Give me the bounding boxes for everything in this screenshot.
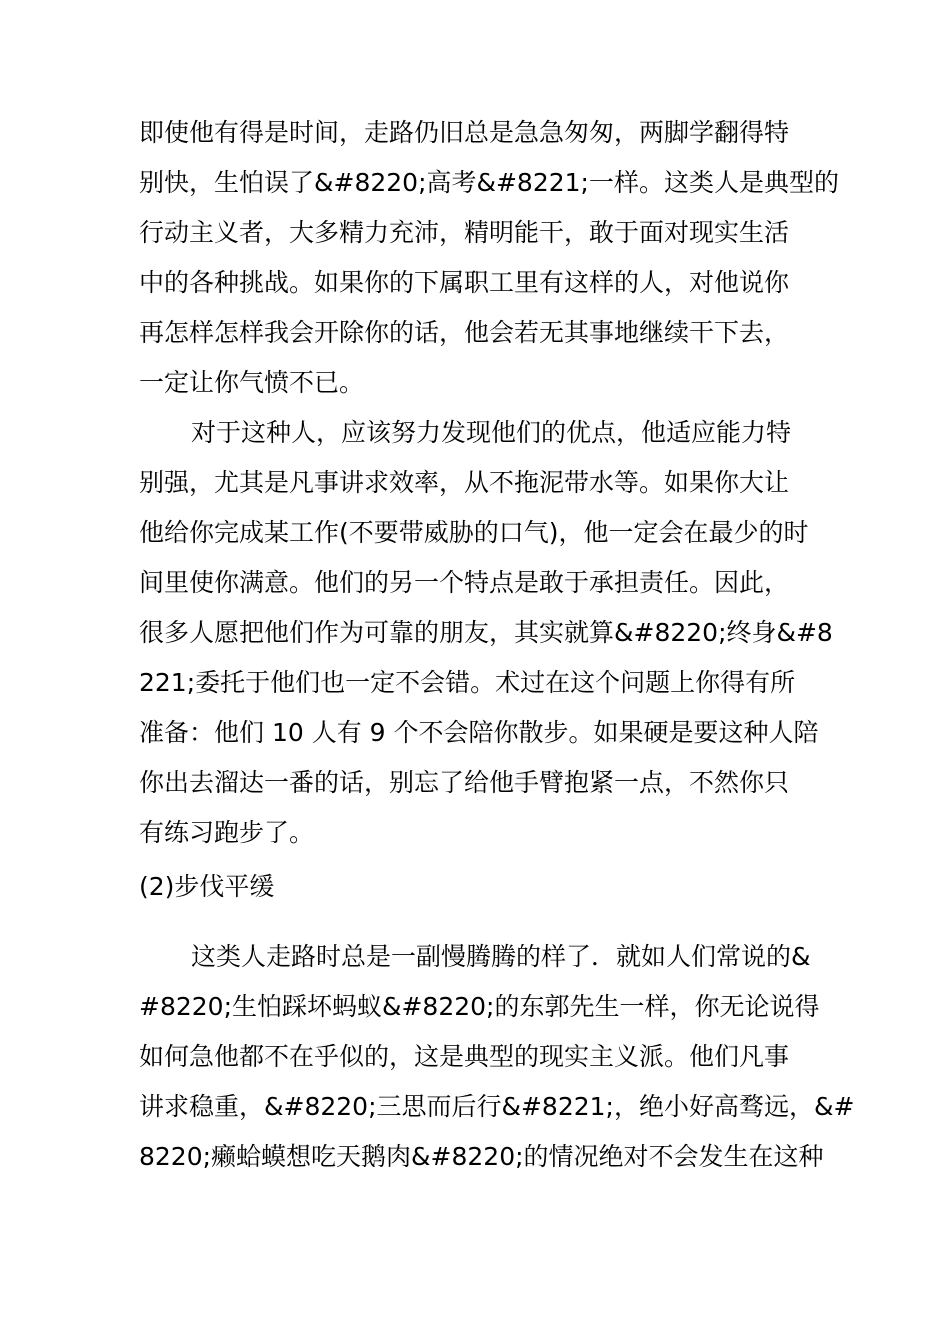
text-line: 间里使你满意。他们的另一个特点是敢于承担责任。因此， (139, 568, 790, 597)
text-line: 如何急他都不在乎似的，这是典型的现实主义派。他们凡事 (139, 1042, 790, 1071)
paragraph-3 (139, 932, 855, 1182)
section-heading (139, 862, 829, 912)
text-line: 再怎样怎样我会开除你的话，他会若无其事地继续干下去， (139, 318, 790, 347)
text-line: 准备：他们 10 人有 9 个不会陪你散步。如果硬是要这种人陪 (139, 718, 819, 747)
text-line: 别快，生怕误了&#8220;高考&#8221;一样。这类人是典型的 (139, 168, 839, 197)
text-line: 中的各种挑战。如果你的下属职工里有这样的人，对他说你 (139, 268, 790, 297)
text-line: 对于这种人，应该努力发现他们的优点，他适应能力特 (191, 418, 792, 447)
text-line: 一定让你气愤不已。 (139, 368, 365, 397)
paragraph-2 (139, 408, 833, 858)
text-line: 即使他有得是时间，走路仍旧总是急急匆匆，两脚学翻得特 (139, 118, 790, 147)
paragraph-1 (139, 108, 839, 408)
text-line: 这类人走路时总是一副慢腾腾的样了．就如人们常说的& (191, 942, 811, 971)
text-line: 行动主义者，大多精力充沛，精明能干，敢于面对现实生活 (139, 218, 790, 247)
text-line: 很多人愿把他们作为可靠的朋友，其实就算&#8220;终身&#8 (139, 618, 833, 647)
text-line: 你出去溜达一番的话，别忘了给他手臂抱紧一点，不然你只 (139, 768, 790, 797)
text-line: #8220;生怕踩坏蚂蚁&#8220;的东郭先生一样，你无论说得 (139, 992, 820, 1021)
text-line: 221;委托于他们也一定不会错。术过在这个问题上你得有所 (139, 668, 796, 697)
text-line: 8220;癞蛤蟆想吃天鹅肉&#8220;的情况绝对不会发生在这种 (139, 1142, 824, 1171)
text-line: 别强，尤其是凡事讲求效率，从不拖泥带水等。如果你大让 (139, 468, 790, 497)
text-line: 他给你完成某工作(不要带威胁的口气)，他一定会在最少的时 (139, 518, 809, 547)
text-line: 有练习跑步了。 (139, 818, 315, 847)
heading-line: (2)步伐平缓 (139, 872, 275, 901)
text-line: 讲求稳重，&#8220;三思而后行&#8221;，绝小好高骛远，&# (139, 1092, 855, 1121)
